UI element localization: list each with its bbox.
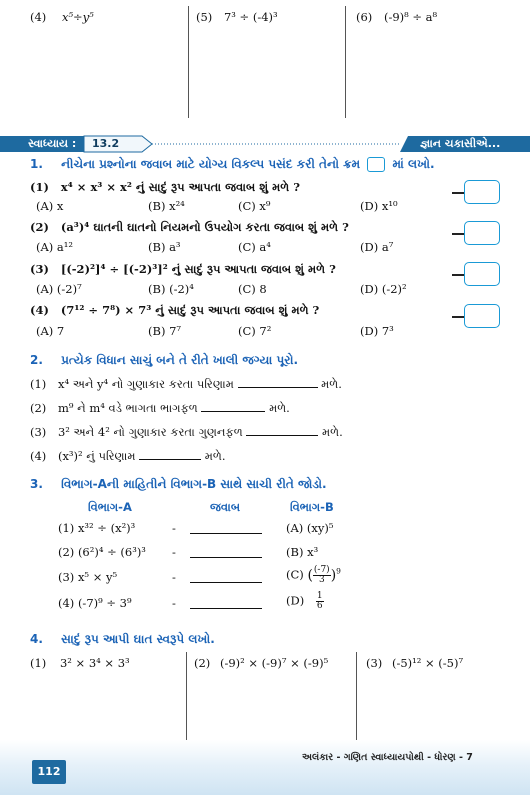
banner-right-label: જ્ઞાન ચકાસીએ... — [420, 137, 501, 150]
match-row-3-b-fraction — [313, 566, 331, 585]
s4-item3-expr: (-5)¹² × (-5)⁷ — [391, 656, 464, 670]
q2-option-d: (D) a⁷ — [360, 240, 394, 254]
s2-item2-post: મળે. — [269, 401, 290, 415]
q1-num: (1) — [30, 180, 49, 194]
q1-option-d: (D) x¹⁰ — [360, 199, 398, 213]
q3-option-c: (C) 8 — [238, 282, 267, 296]
q4-option-a: (A) 7 — [36, 324, 65, 338]
match-row-3-dash: - — [172, 570, 176, 584]
section1-q1 — [30, 180, 300, 195]
top-q6-expr: (-9)⁸ ÷ a⁸ — [383, 10, 438, 24]
s2-item2-blank[interactable] — [201, 411, 265, 412]
q4-text: (7¹² ÷ 7⁸) × 7³ નું સાદું રૂપ આપતા જવાબ શું મળે ? — [60, 303, 320, 317]
fraction-numerator: (-7) — [313, 565, 330, 575]
column-divider — [188, 6, 189, 118]
fraction-exponent: 9 — [336, 566, 341, 576]
q1-option-c: (C) x⁹ — [238, 199, 271, 213]
section4-item-1 — [30, 656, 130, 670]
s2-item4-num: (4) — [30, 449, 47, 463]
s4-item2-expr: (-9)² × (-9)⁷ × (-9)⁵ — [219, 656, 329, 670]
section2-item-2 — [30, 401, 290, 416]
q2-option-b: (B) a³ — [148, 240, 181, 254]
section3-title: વિભાગ-Aની માહિતીને વિભાગ-B સાથે સાચી રીતે જોડો. — [61, 477, 327, 491]
q3-option-b: (B) (-2)⁴ — [148, 282, 194, 296]
section3-col-a: વિભાગ-A — [88, 500, 132, 514]
q3-option-a: (A) (-2)⁷ — [36, 282, 82, 296]
q4-num: (4) — [30, 303, 49, 317]
section2-item-4 — [30, 449, 226, 464]
q4-option-c: (C) 7² — [238, 324, 272, 338]
section2-item-3 — [30, 425, 343, 440]
top-q5 — [196, 10, 278, 24]
section1-heading — [30, 157, 435, 172]
match-row-4-b-label: (D) — [286, 593, 305, 608]
match-row-4-b-fraction — [316, 592, 324, 611]
s4-item1-num: (1) — [30, 656, 47, 670]
s2-item1-num: (1) — [30, 377, 47, 391]
section1-title-end: માં લખો. — [392, 157, 435, 171]
match-row-3-b: (C) ( $\frac{(-7)}{3}$ )$^9$ — [286, 565, 341, 585]
section4-title: સાદું રૂપ આપી ઘાત સ્વરૂપે લખો. — [61, 632, 215, 646]
footer-book-title: અલંકાર - ગણિત સ્વાધ્યાયપોથી - ધોરણ - 7 — [302, 752, 473, 763]
match-row-2-b: (B) x³ — [286, 545, 319, 559]
fraction-denominator: 6 — [316, 601, 323, 611]
s2-item4-text: (x³)² નું પરિણામ — [57, 449, 136, 463]
top-q5-expr: 7³ ÷ (-4)³ — [223, 10, 278, 24]
fraction-numerator: 1 — [316, 591, 323, 601]
q1-text: x⁴ × x³ × x² નું સાદું રૂપ આપતા જવાબ શું મળે ? — [60, 180, 300, 194]
match-row-2-blank[interactable] — [190, 557, 262, 558]
q2-text: (a³)⁴ ઘાતની ઘાતનો નિયમનો ઉપયોગ કરતા જવાબ શું મળે ? — [60, 220, 349, 234]
match-row-3-a: (3) x⁵ × y⁵ — [58, 570, 118, 584]
match-row-2-dash: - — [172, 545, 176, 559]
s2-item4-post: મળે. — [204, 449, 226, 463]
match-row-1-a: (1) x³² ÷ (x²)³ — [58, 521, 136, 535]
section1-q4 — [30, 303, 319, 318]
section2-heading — [30, 353, 298, 368]
q1-answer-dash — [452, 192, 464, 194]
match-row-2-a: (2) (6²)⁴ ÷ (6³)³ — [58, 545, 146, 559]
banner-number: 13.2 — [92, 137, 120, 150]
q3-answer-dash — [452, 274, 464, 276]
q2-num: (2) — [30, 220, 49, 234]
section1-answer-box-sample — [367, 157, 385, 172]
section4-item-2 — [194, 656, 328, 670]
page-number: 112 — [32, 760, 66, 784]
q4-answer-dash — [452, 316, 464, 318]
s2-item3-num: (3) — [30, 425, 47, 439]
q4-option-d: (D) 7³ — [360, 324, 394, 338]
q3-text: [(-2)²]⁴ ÷ [(-2)³]² નું સાદું રૂપ આપતા જવાબ શું મળે ? — [60, 262, 336, 276]
q2-option-c: (C) a⁴ — [238, 240, 271, 254]
section2-num: 2. — [30, 353, 43, 367]
banner-label: સ્વાધ્યાય : — [28, 137, 77, 150]
section2-item-1 — [30, 377, 342, 392]
s2-item1-post: મળે. — [321, 377, 342, 391]
s2-item2-text: m⁹ ને m⁴ વડે ભાગતા ભાગફળ — [57, 401, 198, 415]
s4-item3-num: (3) — [366, 656, 383, 670]
q1-option-b: (B) x²⁴ — [148, 199, 185, 213]
match-row-1-b: (A) (xy)⁵ — [286, 521, 334, 535]
top-q4 — [30, 10, 94, 24]
s2-item1-text: x⁴ અને y⁴ નો ગુણાકાર કરતા પરિણામ — [57, 377, 234, 391]
top-q4-num: (4) — [30, 10, 47, 24]
section4-heading — [30, 632, 215, 647]
section1-q2 — [30, 220, 349, 235]
q1-option-a: (A) x — [36, 199, 64, 213]
footer-band — [0, 740, 530, 795]
q2-answer-box[interactable] — [464, 221, 500, 245]
section3-num: 3. — [30, 477, 43, 491]
s2-item3-post: મળે. — [322, 425, 343, 439]
s2-item3-blank[interactable] — [246, 435, 318, 436]
exercise-banner — [0, 136, 530, 152]
section3-heading — [30, 477, 327, 492]
top-q5-num: (5) — [196, 10, 213, 24]
match-row-3-blank[interactable] — [190, 582, 262, 583]
s2-item3-text: 3² અને 4² નો ગુણાકાર કરતા ગુણનફળ — [57, 425, 243, 439]
section4-num: 4. — [30, 632, 43, 646]
q3-num: (3) — [30, 262, 49, 276]
column-divider — [345, 6, 346, 118]
q3-option-d: (D) (-2)² — [360, 282, 407, 296]
s2-item2-num: (2) — [30, 401, 47, 415]
s4-item2-num: (2) — [194, 656, 211, 670]
match-row-3-b-label: (C) — [286, 567, 304, 582]
section3-col-b: વિભાગ-B — [290, 500, 334, 514]
section4-item-3 — [366, 656, 463, 670]
s2-item1-blank[interactable] — [238, 387, 318, 388]
match-row-4-dash: - — [172, 596, 176, 610]
section1-title: નીચેના પ્રશ્નોના જવાબ માટે યોગ્ય વિકલ્પ પસંદ કરી તેનો ક્રમ — [61, 157, 361, 171]
top-q6 — [356, 10, 437, 24]
q1-answer-box[interactable] — [464, 180, 500, 204]
section2-title: પ્રત્યેક વિધાન સાચું બને તે રીતે ખાલી જગ્યા પૂરો. — [61, 353, 299, 367]
q4-option-b: (B) 7⁷ — [148, 324, 182, 338]
match-row-4-b — [286, 592, 324, 611]
s2-item4-blank[interactable] — [139, 459, 201, 460]
section1-num: 1. — [30, 157, 43, 171]
match-row-4-a: (4) (-7)⁹ ÷ 3⁹ — [58, 596, 132, 610]
match-row-1-dash: - — [172, 521, 176, 535]
q4-answer-box[interactable] — [464, 304, 500, 328]
fraction-denominator: 3 — [318, 575, 325, 585]
section3-col-answer: જવાબ — [210, 500, 241, 514]
top-q6-num: (6) — [356, 10, 373, 24]
q2-option-a: (A) a¹² — [36, 240, 74, 254]
q2-answer-dash — [452, 233, 464, 235]
section1-q3 — [30, 262, 336, 277]
match-row-1-blank[interactable] — [190, 533, 262, 534]
top-q4-expr: x⁵÷y⁵ — [61, 10, 94, 24]
s4-item1-expr: 3² × 3⁴ × 3³ — [59, 656, 130, 670]
match-row-4-blank[interactable] — [190, 608, 262, 609]
q3-answer-box[interactable] — [464, 262, 500, 286]
